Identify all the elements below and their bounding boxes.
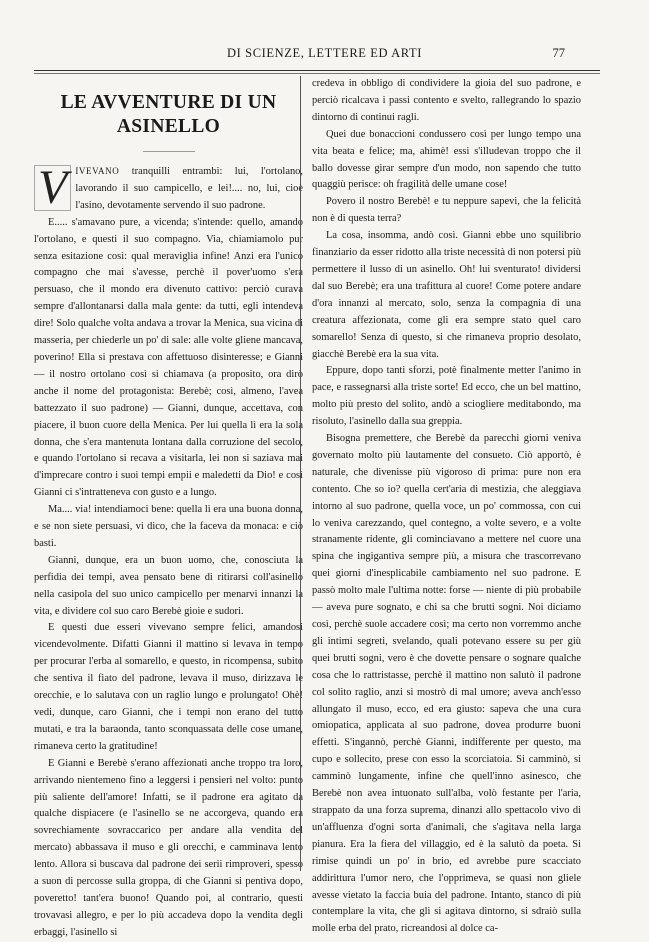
paragraph: Quei due bonaccioni condussero così per lungo tempo una vita beata e felice; ma, ahimè! essi s'illudevan troppo che il ballo dovesse girar sempre d'un modo, non sapendo che tutto quaggiù perisce: oh fragilità delle umane cose! (312, 128, 581, 191)
column-divider (300, 76, 301, 871)
drop-cap: V (34, 165, 71, 211)
paragraph: E Gianni e Berebè s'erano affezionati anche troppo tra loro, arrivando nientemeno fino a leggersi i pensieri nel volto: punto più saliente dell'amore! Infatti, se il padrone era agitato da qualche dispiacere (e l'asinello se ne accorgeva, quando era sovrechiamente sovraccarico per andare alla vendita del mercato) abbassava il muso e gli orecchi, e camminava lento lento. Allora si buscava dal padrone dei serii rimproveri, spesso a suon di percosse sulla groppa, di che Gianni si pentiva dopo, poveretto! tant'era buono! Quando poi, al contrario, questi trovavasi allegro, e per lo più accadeva dopo la vendita degli erbaggi, l'asinello si (34, 757, 303, 938)
paragraph: Eppure, dopo tanti sforzi, potè finalmente metter l'animo in pace, e rassegnarsi alla triste sorte! Ed ecco, che un bel mattino, molto più presto del solito, andò a sciogliere meditabondo, ma risoluto, l'asinello dalla sua greppia. (312, 365, 581, 428)
paragraph: Gianni, dunque, era un buon uomo, che, conosciuta la perfidia dei tempi, avea pensato bene di ritirarsi coll'asinello nella casipola del suo unico campicello per menarvi innanzi la vita, e dividere col suo caro Berebè gioie e sudori. (34, 554, 303, 617)
paragraph: Bisogna premettere, che Berebè da parecchi giorni veniva governato molto più lautamente del consueto. Ciò apportò, è naturale, che divenisse più vigoroso di prima: pure non era contento. Che so io? quella cert'aria di mestizia, che aleggiava intorno al suo padrone, quella voce, un po' commossa, con cui lo veniva carezzando, quel contegno, a volte severo, e a volte stranamente ridente, gli cominciavano a mettere nel cuore una spina che ingigantiva sempre più, a misura che trascorrevano quei giorni d'inesplicabile cambiamento nel suo padrone. E passò molto male l'ultima notte: forse — niente di più probabile — aveva pure sognato, e chi sa che brutti sogni. Noi diciamo così, perchè suole accadere così; ma certo non vorremmo anche gli intimi segreti, svelando, quali potevano essere su per giù quei brutti sogni, vero è che dovette pensare o sognare qualche cosa che lo rattristasse, perchè il mattino non salutò il padrone col solito raglio, anzi si mostrò di mal umore; aveva anch'esso allungato il muso, ecco, ed era giusto: sapeva che una cura omiopatica, applicata al suo padrone, dovea produrre buoni effetti. S'ingannò, perchè Gianni, indifferente per questo, ma cupo e sollecito, prese con esso la scorciatoia. Si camminò, si camminò lungamente, infine che quell'inno asinesco, che Berebè non avea intuonato sull'alba, volò festante per l'aria, strappato da una forza suprema, dinanzi allo spettacolo vivo di un'affluenza d'ogni sorta d'animali, che s'agitava nella larga pianura. Era la fiera del villaggio, ed è la salutò da poeta. Si rimise quindi un po' in brio, ed avrebbe pure scacciato addirittura l'umor nero, che l'opprimeva, se quasi non gliele avesse vietato la faccia buia del padrone. Intanto, stanco di più contemplare la vita, che gli si agitava dintorno, si sdraiò sulla molle erba del prato, ricreandosi al dolce ca- (312, 433, 581, 935)
left-column (34, 76, 303, 942)
running-title: DI SCIENZE, LETTERE ED ARTI (227, 46, 422, 60)
paragraph: E..... s'amavano pure, a vicenda; s'intende: quello, amando l'ortolano, e questi il suo compagno. Via, chiamiamolo pur senza esitazione così: qual meraviglia infine! Anzi era l'unico compagno che mai s'avesse, perchè il pover'uomo s'era persuaso, che il mondo era divenuto cattivo: perciò curava sempre d'allontanarsi dalla mala gente: da tutti, egli intendeva dire! Solo qualche volta andava a trovar la Menica, sua vicina di masseria, per chiederle un po' di sale: alle volte gliene mancava, poverino! Ella si prestava con affettuoso disinteresse; e Gianni — il nostro ortolano così si chiamava (a proposito, ora dirò anche il nome del protagonista: Berebè; così, almeno, l'avea battezzato il suo padrone) — Gianni, dunque, accettava, con piacere, il buon cuore della Menica. Per lui quella lì era la sola donna, che s'era mantenuta lontana dalla corruzione del secolo, e quando l'ortolano si recava a visitarla, lei non si saziava mai d'imprecare contro i suoi tempi empii e maledetti da Dio! e così Gianni ci s'intratteneva con gusto e a lungo. (34, 216, 303, 499)
header-rule (34, 70, 600, 74)
title-ornament (143, 151, 195, 152)
paragraph: Povero il nostro Berebè! e tu neppure sapevi, che la felicità non è di questa terra? (312, 196, 581, 225)
paragraph-text: tranquilli entrambi: lui, l'ortolano, lavorando il suo campicello, e lei!.... no, lui, cioè l'asino, devotamente servendo il suo padrone. (75, 166, 303, 211)
paragraph (34, 163, 303, 215)
first-word-rest: IVEVANO (75, 166, 120, 176)
page-number: 77 (552, 46, 565, 60)
paragraph: E questi due esseri vivevano sempre felici, amandosi vicendevolmente. Difatti Gianni il mattino si levava in tempo per procurar l'erba al somarello, e questo, in ricompensa, subito che sentiva il fiato del padrone, levava il muso, dirizzava le orecchie, e lo salutava con un raglio lungo e prolungato! Ohè! vedi, dunque, caro Gianni, che i tempi non erano del tutto mutati, e tra la baraonda, tanto sconquassata delle cose umane, rimaneva certo la gratitudine! (34, 622, 303, 752)
article-title: LE AVVENTURE DI UN ASINELLO (60, 92, 277, 137)
paragraph: La cosa, insomma, andò così. Gianni ebbe uno squilibrio finanziario da esser ridotto alla triste necessità di non potersi più permettere il lusso di un asinello. Oh! lui sventurato! dividersi dal suo Berebè; era una trafittura al cuore! Come potere andare d'ora innanzi al mercato, solo, senza la compagnia di una creatura affezionata, come gli era sempre stato quel caro somarello! Senza di questo, si che rimaneva proprio desolato, giacchè Berebè era la sua vita. (312, 230, 581, 360)
paragraph: credeva in obbligo di condividere la gioia del suo padrone, e perciò ricalcava i passi contento e svelto, rallegrando lo spazio dintorno di continui ragli. (312, 78, 581, 123)
paragraph: Ma.... via! intendiamoci bene: quella lì era una buona donna, e se non siete persuasi, vi dico, che la faceva da monaca: e ciò basti. (34, 504, 303, 549)
right-column (312, 76, 581, 938)
